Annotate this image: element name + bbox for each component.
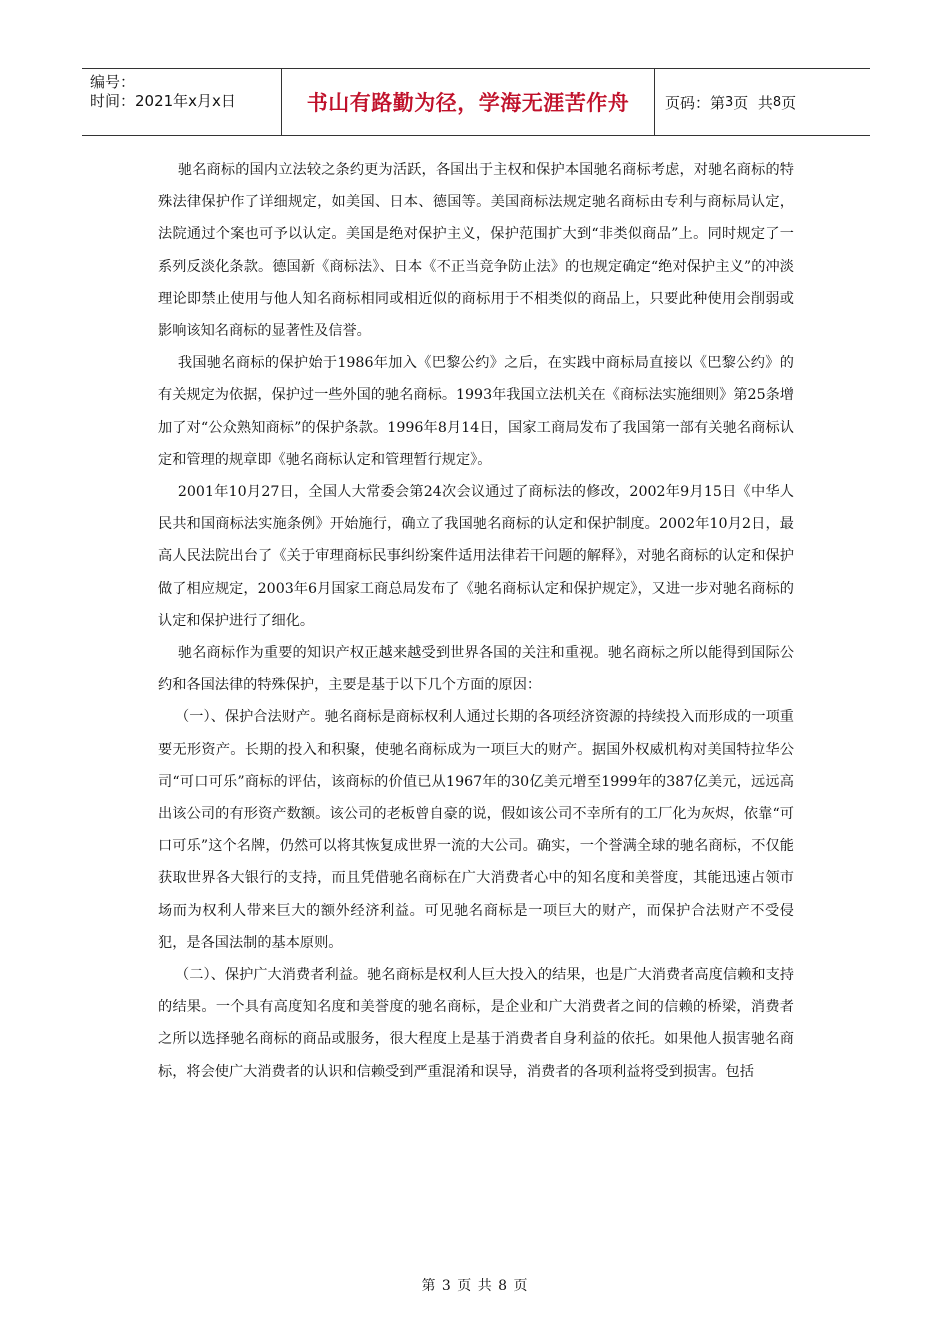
page-current: 3 <box>725 94 734 110</box>
header-motto: 书山有路勤为径，学海无涯苦作舟 <box>282 69 655 135</box>
document-body <box>158 154 794 1088</box>
paragraph: （一）、保护合法财产。驰名商标是商标权利人通过长期的各项经济资源的持续投入而形成的一项重要无形资产。长期的投入和积聚，使驰名商标成为一项巨大的财产。据国外权威机构对美国特拉华公司“可口可乐”商标的评估，该商标的价值已从1967年的30亿美元增至1999年的387亿美元，远远高出该公司的有形资产数额。该公司的老板曾自豪的说，假如该公司不幸所有的工厂化为灰烬，依靠“可口可乐”这个名牌，仍然可以将其恢复成世界一流的大公司。确实，一个誉满全球的驰名商标，不仅能获取世界各大银行的支持，而且凭借驰名商标在广大消费者心中的知名度和美誉度，其能迅速占领市场而为权利人带来巨大的额外经济利益。可见驰名商标是一项巨大的财产，而保护合法财产不受侵犯，是各国法制的基本原则。 <box>158 709 794 951</box>
header-meta <box>82 69 282 135</box>
page-footer: 第 3 页 共 8 页 <box>421 1278 529 1294</box>
header-page-info <box>655 69 870 135</box>
paragraph: 我国驰名商标的保护始于1986年加入《巴黎公约》之后，在实践中商标局直接以《巴黎公约》的有关规定为依据，保护过一些外国的驰名商标。1993年我国立法机关在《商标法实施细则》第25条增加了对“公众熟知商标”的保护条款。1996年8月14日，国家工商局发布了我国第一部有关驰名商标认定和管理的规章即《驰名商标认定和管理暂行规定》。 <box>158 355 794 468</box>
page-label-suffix: 页 <box>781 93 797 112</box>
paragraph: 驰名商标作为重要的知识产权正越来越受到世界各国的关注和重视。驰名商标之所以能得到国际公约和各国法律的特殊保护，主要是基于以下几个方面的原因： <box>158 645 794 694</box>
page-label-prefix: 页码：第 <box>665 93 726 112</box>
page-header <box>82 68 870 136</box>
paragraph: （二）、保护广大消费者利益。驰名商标是权利人巨大投入的结果，也是广大消费者高度信赖和支持的结果。一个具有高度知名度和美誉度的驰名商标，是企业和广大消费者之间的信赖的桥梁，消费者之所以选择驰名商标的商品或服务，很大程度上是基于消费者自身利益的依托。如果他人损害驰名商标，将会使广大消费者的认识和信赖受到严重混淆和误导，消费者的各项利益将受到损害。包括 <box>158 967 794 1080</box>
number-label: 编号： <box>90 73 136 91</box>
page-total: 8 <box>772 94 782 110</box>
page-label-mid: 页 共 <box>733 93 773 112</box>
time-label: 时间：2021年x月x日 <box>90 92 236 110</box>
paragraph: 2001年10月27日，全国人大常委会第24次会议通过了商标法的修改，2002年9月15日《中华人民共和国商标法实施条例》开始施行，确立了我国驰名商标的认定和保护制度。2002年10月2日，最高人民法院出台了《关于审理商标民事纠纷案件适用法律若干问题的解释》，对驰名商标的认定和保护做了相应规定，2003年6月国家工商总局发布了《驰名商标认定和保护规定》，又进一步对驰名商标的认定和保护进行了细化。 <box>158 484 794 629</box>
paragraph: 驰名商标的国内立法较之条约更为活跃，各国出于主权和保护本国驰名商标考虑，对驰名商标的特殊法律保护作了详细规定，如美国、日本、德国等。美国商标法规定驰名商标由专利与商标局认定，法院通过个案也可予以认定。美国是绝对保护主义，保护范围扩大到“非类似商品”上。同时规定了一系列反淡化条款。德国新《商标法》、日本《不正当竞争防止法》的也规定确定“绝对保护主义”的冲淡理论即禁止使用与他人知名商标相同或相近似的商标用于不相类似的商品上，只要此种使用会削弱或影响该知名商标的显著性及信誉。 <box>158 162 794 340</box>
